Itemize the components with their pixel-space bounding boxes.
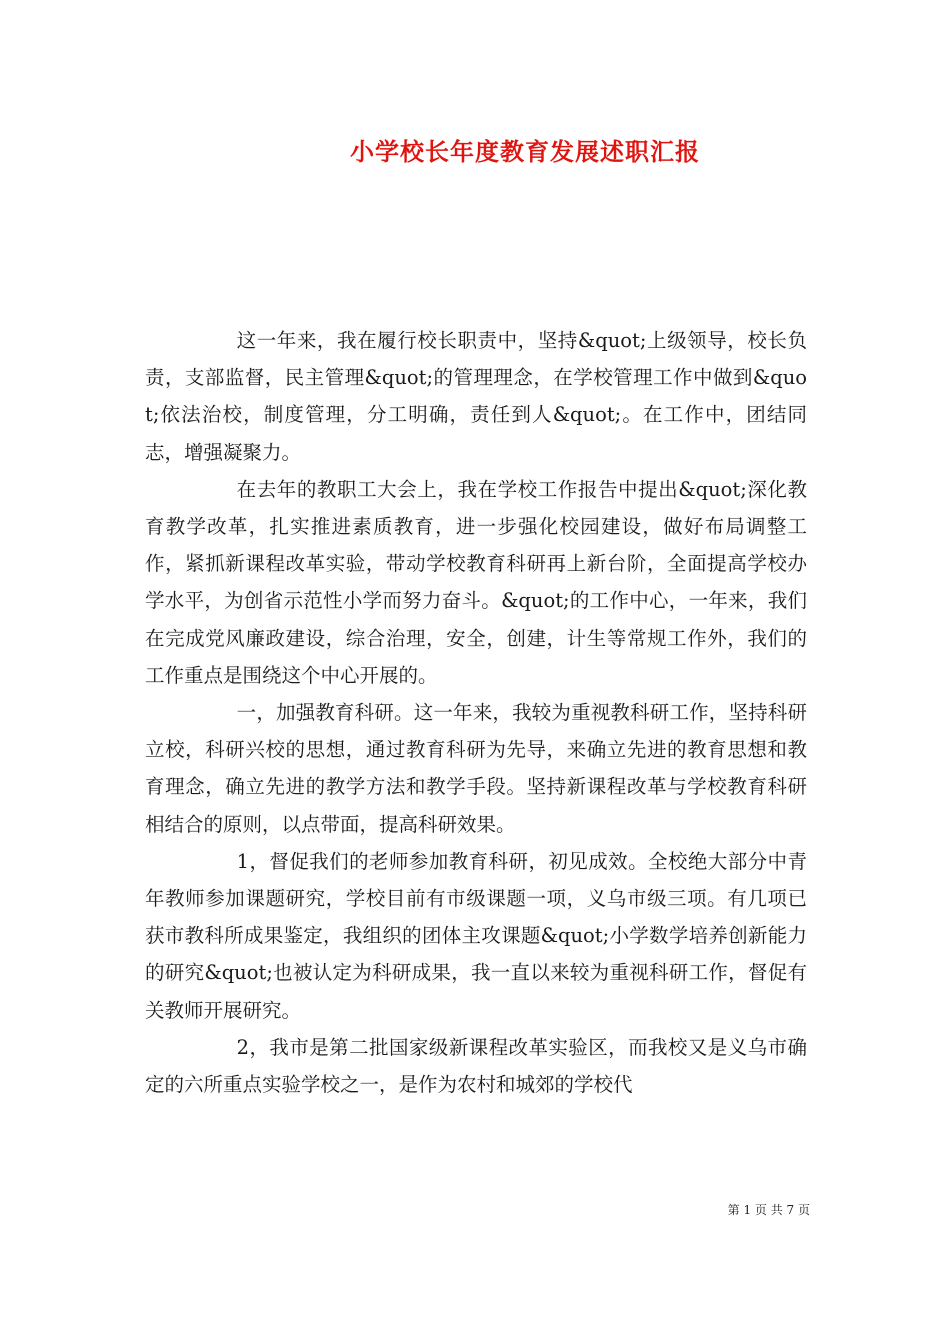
page-number-footer: 第 1 页 共 7 页 [727, 1203, 810, 1217]
document-body [145, 322, 807, 1103]
page-title: 小学校长年度教育发展述职汇报 [350, 137, 700, 166]
paragraph-item-two: 2，我市是第二批国家级新课程改革实验区，而我校又是义乌市确定的六所重点实验学校之一，是作为农村和城郊的学校代 [145, 1035, 807, 1097]
paragraph-work-center: 在去年的教职工大会上，我在学校工作报告中提出&quot;深化教育教学改革，扎实推进素质教育，进一步强化校园建设，做好布局调整工作，紧抓新课程改革实验，带动学校教育科研再上新台阶，全面提高学校办学水平，为创省示范性小学而努力奋斗。&quot;的工作中心，一年来，我们在完成党风廉政建设，综合治理，安全，创建，计生等常规工作外，我们的工作重点是围绕这个中心开展的。 [145, 477, 807, 687]
paragraph-intro: 这一年来，我在履行校长职责中，坚持&quot;上级领导，校长负责，支部监督，民主管理&quot;的管理理念，在学校管理工作中做到&quot;依法治校，制度管理，分工明确，责任到人&quot;。在工作中，团结同志，增强凝聚力。 [145, 329, 807, 464]
paragraph-section-one: 一，加强教育科研。这一年来，我较为重视教科研工作，坚持科研立校，科研兴校的思想，通过教育科研为先导，来确立先进的教育思想和教育理念，确立先进的教学方法和教学手段。坚持新课程改革与学校教育科研相结合的原则，以点带面，提高科研效果。 [145, 701, 807, 836]
paragraph-item-one: 1，督促我们的老师参加教育科研，初见成效。全校绝大部分中青年教师参加课题研究，学校目前有市级课题一项，义乌市级三项。有几项已获市教科所成果鉴定，我组织的团体主攻课题&quot;小学数学培养创新能力的研究&quot;也被认定为科研成果，我一直以来较为重视科研工作，督促有关教师开展研究。 [145, 849, 807, 1022]
